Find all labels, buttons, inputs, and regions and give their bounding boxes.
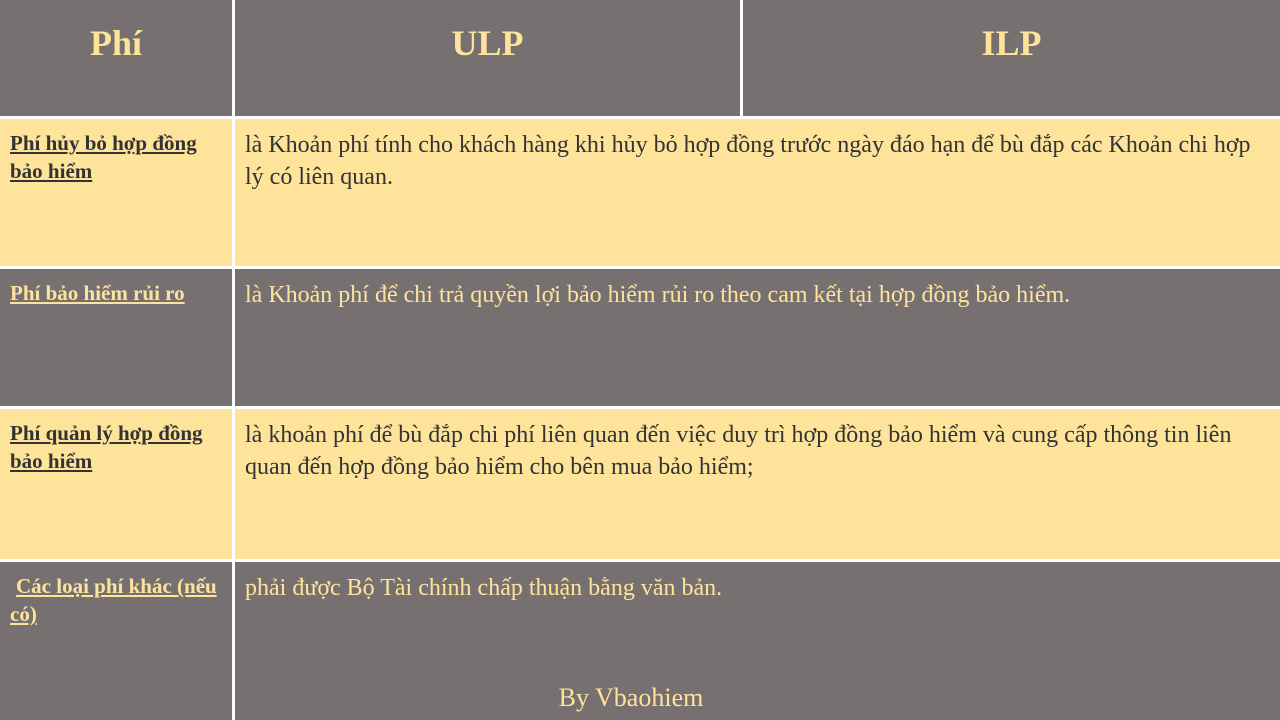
row-label-cancellation-fee: [0, 119, 232, 266]
row-desc-text: phải được Bộ Tài chính chấp thuận bằng văn bản.: [245, 575, 723, 601]
row-desc-risk-premium: [235, 269, 1280, 406]
row-label-text: Phí quản lý hợp đồng bảo hiểm: [10, 421, 203, 473]
header-ilp: [743, 0, 1280, 116]
header-ilp-label: ILP: [981, 23, 1042, 63]
row-label-text: Phí hủy bỏ hợp đồng bảo hiểm: [10, 131, 197, 183]
row-label-text: Các loại phí khác (nếu có): [10, 574, 217, 626]
row-label-management-fee: [0, 409, 232, 559]
header-ulp-label: ULP: [451, 23, 524, 63]
row-desc-text: là Khoản phí để chi trả quyền lợi bảo hiểm rủi ro theo cam kết tại hợp đồng bảo hiểm.: [245, 282, 1071, 308]
footer-credit: By Vbaohiem: [558, 683, 704, 712]
row-desc-text: là khoản phí để bù đắp chi phí liên quan đến việc duy trì hợp đồng bảo hiểm và cung cấp thông tin liên quan đến hợp đồng bảo hiểm cho bên mua bảo hiểm;: [245, 422, 1232, 480]
row-desc-management-fee: [235, 409, 1280, 559]
header-fee-label: Phí: [89, 23, 142, 63]
row-label-text: Phí bảo hiểm rủi ro: [10, 281, 185, 305]
row-label-risk-premium: [0, 269, 232, 406]
header-ulp: [235, 0, 740, 116]
row-desc-cancellation-fee: [235, 119, 1280, 266]
row-desc-text: là Khoản phí tính cho khách hàng khi hủy bỏ hợp đồng trước ngày đáo hạn để bù đắp các Khoản chi hợp lý có liên quan.: [245, 132, 1251, 190]
header-fee: [0, 0, 232, 116]
